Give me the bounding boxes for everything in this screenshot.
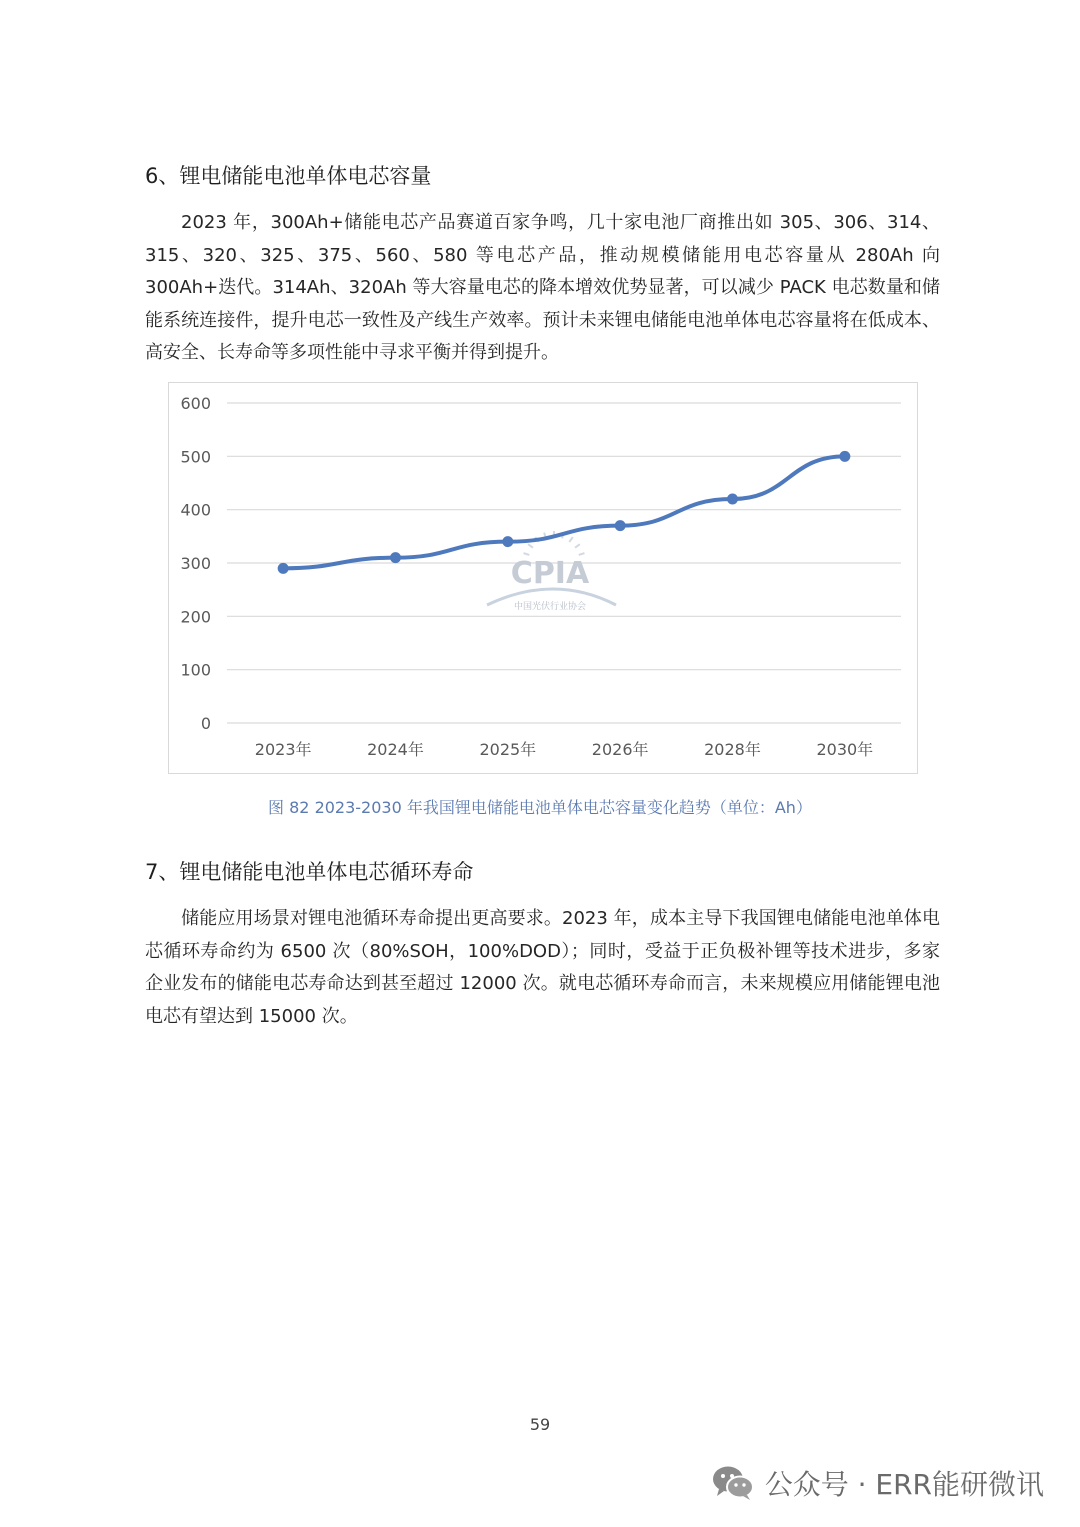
x-tick-label: 2024年 bbox=[367, 740, 424, 759]
figure-caption: 图 82 2023-2030 年我国锂电储能电池单体电芯容量变化趋势（单位：Ah） bbox=[268, 798, 812, 817]
section-6-paragraph bbox=[145, 207, 940, 370]
data-point bbox=[727, 494, 738, 505]
data-point bbox=[390, 552, 401, 563]
x-tick-label: 2026年 bbox=[591, 740, 649, 759]
y-tick-label: 300 bbox=[180, 554, 211, 573]
capacity-trend-chart bbox=[168, 382, 918, 774]
x-tick-label: 2030年 bbox=[816, 740, 874, 759]
data-point bbox=[278, 563, 289, 574]
y-tick-label: 0 bbox=[200, 714, 211, 733]
x-tick-label: 2025年 bbox=[479, 740, 537, 759]
section-7-heading: 7、锂电储能电池单体电芯循环寿命 bbox=[145, 860, 474, 884]
footer-attribution bbox=[711, 1462, 1044, 1504]
footer-text: 公众号 · ERR能研微讯 bbox=[764, 1468, 1044, 1501]
chart-svg bbox=[169, 383, 919, 775]
watermark-org-text: 中国光伏行业协会 bbox=[513, 602, 587, 612]
y-tick-label: 500 bbox=[180, 447, 211, 467]
y-tick-label: 400 bbox=[180, 500, 211, 520]
data-point bbox=[502, 536, 513, 547]
y-tick-label: 100 bbox=[180, 660, 211, 680]
page-number: 59 bbox=[529, 1415, 551, 1434]
x-tick-label: 2028年 bbox=[704, 740, 761, 759]
x-tick-label: 2023年 bbox=[254, 740, 312, 759]
data-point bbox=[839, 451, 850, 462]
y-tick-label: 600 bbox=[180, 394, 211, 413]
data-point bbox=[615, 520, 626, 531]
series-line bbox=[283, 456, 845, 568]
watermark-logo-text: CPIA bbox=[510, 556, 590, 591]
y-tick-label: 200 bbox=[180, 607, 211, 627]
wechat-icon bbox=[711, 1464, 755, 1502]
section-7-paragraph bbox=[145, 903, 940, 1033]
section-6-heading: 6、锂电储能电池单体电芯容量 bbox=[145, 164, 432, 188]
section-7-text: 储能应用场景对锂电池循环寿命提出更高要求。2023 年，成本主导下我国锂电储能电池单体电芯循环寿命约为 6500 次（80%SOH，100%DOD）；同时，受益于正负极补锂等技术进步，多家企业发布的储能电芯寿命达到甚至超过 12000 次。就电芯循环寿命而言，未来规模应用储能锂电池电芯有望达到 15000 次。 bbox=[145, 908, 940, 1027]
section-6-text: 2023 年，300Ah+储能电芯产品赛道百家争鸣，几十家电池厂商推出如 305、306、314、315、320、325、375、560、580 等电芯产品，推动规模储能用电芯容量从 280Ah 向 300Ah+迭代。314Ah、320Ah 等大容量电芯的降本增效优势显著，可以减少 PACK 电芯数量和储能系统连接件，提升电芯一致性及产线生产效率。预计未来锂电储能电池单体电芯容量将在低成本、高安全、长寿命等多项性能中寻求平衡并得到提升。 bbox=[145, 212, 940, 363]
